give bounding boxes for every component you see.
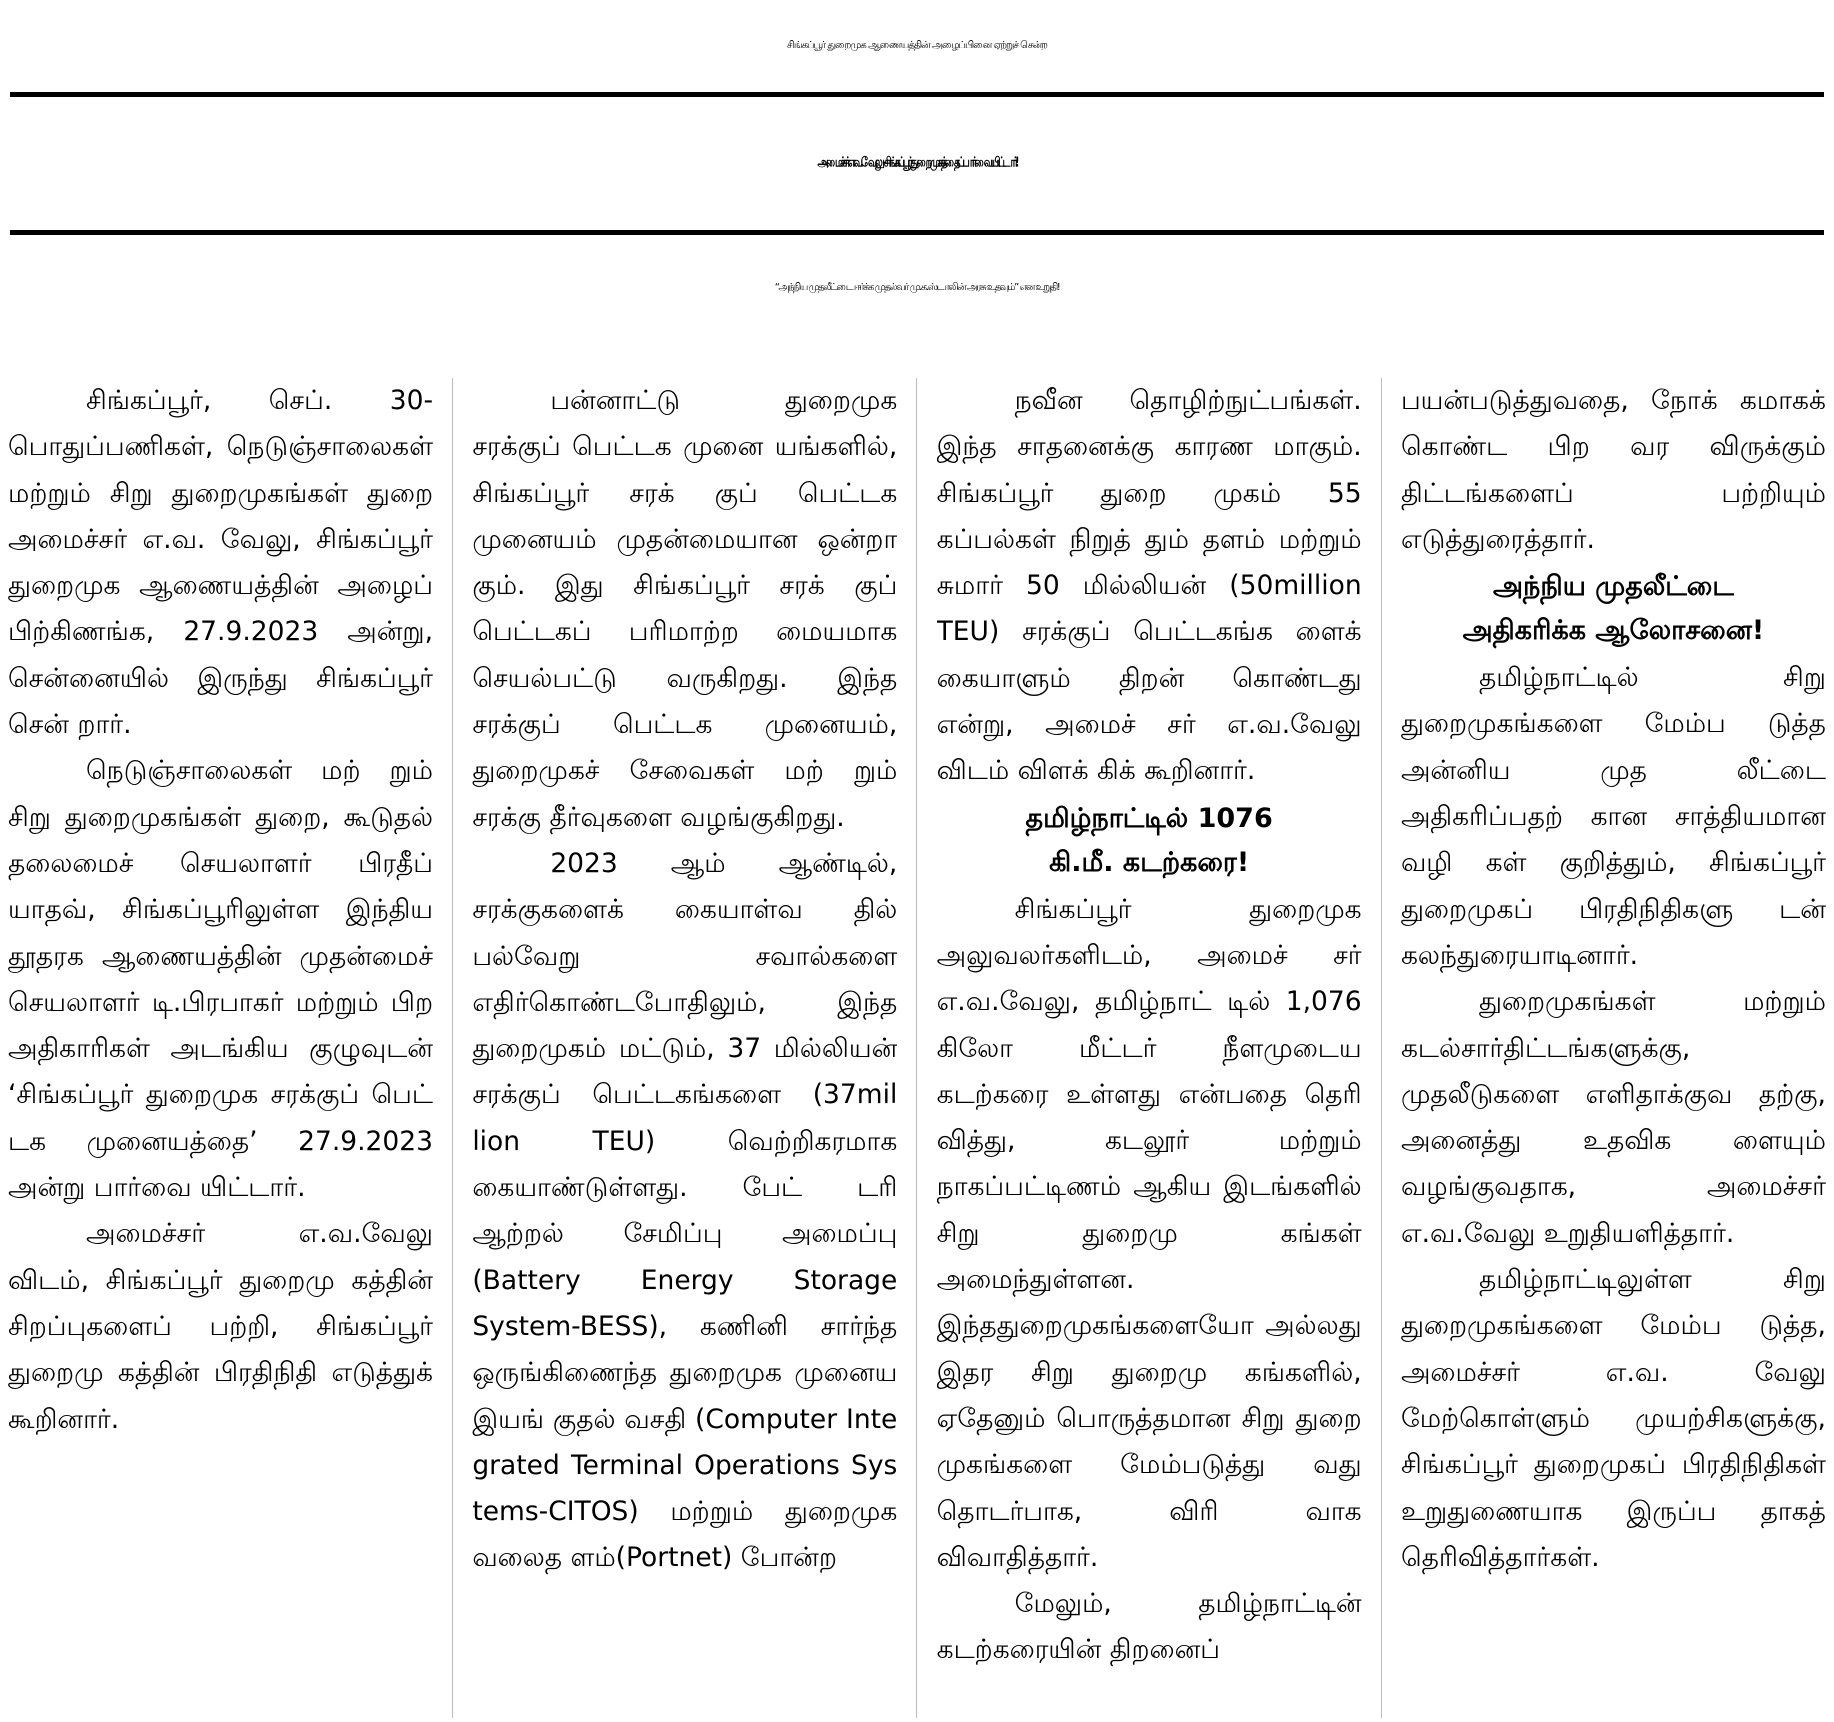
column-1 [8,378,433,1718]
paragraph: நவீன தொழிற்நுட்பங்கள். இந்த சாதனைக்கு காரண மாகும். சிங்கப்பூர் துறை முகம் 55 கப்பல்கள் நிறுத் தும் தளம் மற்றும் சுமார் 50 மில்லியன் (50million TEU) சரக்குப் பெட்டகங்க ளைக் கையாளும் திறன் கொண்டது என்று, அமைச் சர் எ.வ.வேலு விடம் விளக் கிக் கூறினார். [936,385,1362,787]
subtitle-line: கி.மீ. கடற்கரை! [1049,846,1250,878]
paragraph: நெடுஞ்சாலைகள் மற் றும் சிறு துறைமுகங்கள் துறை, கூடுதல் தலைமைச் செயலாளர் பிரதீப் யாதவ், சிங்கப்பூரிலுள்ள இந்திய தூதரக ஆணையத்தின் முதன்மைச் செயலாளர் டி.பிரபாகர் மற்றும் பிற அதிகாரிகள் அடங்கிய குழுவுடன் ‘சிங்கப்பூர் துறைமுக சரக்குப் பெட் டக முனையத்தை’ 27.9.2023 அன்று பார்வை யிட்டார். [8,755,433,1204]
subtitle-line: தமிழ்நாட்டில் 1076 [1025,802,1273,834]
subheadline: “அந்நிய முதலீட்டை ஈர்க்க முதல்வர் மு.க.ஸ்டாலின் அரசு உதவும்” என உறுதி! [774,282,1060,293]
column-divider [916,378,917,1718]
column-3 [937,378,1362,1718]
paragraph: அமைச்சர் எ.வ.வேலு விடம், சிங்கப்பூர் துறைமு கத்தின் சிறப்புகளைப் பற்றி, சிங்கப்பூர் துறைமு கத்தின் பிரதிநிதி எடுத்துக் கூறினார். [8,1218,433,1435]
paragraph: பயன்படுத்துவதை, நோக் கமாகக் கொண்ட பிற வர விருக்கும் திட்டங்களைப் பற்றியும் எடுத்துரைத்தார். [1400,385,1826,555]
paragraph: மேலும், தமிழ்நாட்டின் கடற்கரையின் திறனைப் [936,1588,1362,1666]
headline-rule [10,230,1824,235]
section-subtitle [937,797,1362,885]
paragraph: துறைமுகங்கள் மற்றும் கடல்சார்திட்டங்களுக்கு, முதலீடுகளை எளிதாக்குவ தற்கு, அனைத்து உதவிக ளையும் வழங்குவதாக, அமைச்சர் எ.வ.வேலு உறுதியளித்தார். [1400,986,1826,1249]
section-subtitle [1401,565,1826,653]
paragraph: பன்னாட்டு துறைமுக சரக்குப் பெட்டக முனை யங்களில், சிங்கப்பூர் சரக் குப் பெட்டக முனையம் முதன்மையான ஒன்றா கும். இது சிங்கப்பூர் சரக் குப் பெட்டகப் பரிமாற்ற மையமாக செயல்பட்டு வருகிறது. இந்த சரக்குப் பெட்டக முனையம், துறைமுகச் சேவைகள் மற் றும் சரக்கு தீர்வுகளை வழங்குகிறது. [472,385,898,833]
subtitle-line: அதிகரிக்க ஆலோசனை! [1462,615,1765,647]
subtitle-line: அந்நிய முதலீட்டை [1493,571,1734,603]
paragraph: தமிழ்நாட்டிலுள்ள சிறு துறைமுகங்களை மேம்ப டுத்த, அமைச்சர் எ.வ. வேலு மேற்கொள்ளும் முயற்சிகளுக்கு, சிங்கப்பூர் துறைமுகப் பிரதிநிதிகள் உறுதுணையாக இருப்ப தாகத் தெரிவித்தார்கள். [1400,1264,1826,1573]
column-divider [452,378,453,1718]
paragraph: சிங்கப்பூர் துறைமுக அலுவலர்களிடம், அமைச் சர் எ.வ.வேலு, தமிழ்நாட் டில் 1,076 கிலோ மீட்டர் நீளமுடைய கடற்கரை உள்ளது என்பதை தெரி வித்து, கடலூர் மற்றும் நாகப்பட்டிணம் ஆகிய இடங்களில் சிறு துறைமு கங்கள் அமைந்துள்ளன. இந்ததுறைமுகங்களையோ அல்லது இதர சிறு துறைமு கங்களில், ஏதேனும் பொருத்தமான சிறு துறை முகங்களை மேம்படுத்து வது தொடர்பாக, விரி வாக விவாதித்தார். [936,893,1362,1573]
paragraph: 2023 ஆம் ஆண்டில், சரக்குகளைக் கையாள்வ தில் பல்வேறு சவால்களை எதிர்கொண்டபோதிலும், இந்த துறைமுகம் மட்டும், 37 மில்லியன் சரக்குப் பெட்டகங்களை (37mil lion TEU) வெற்றிகரமாக கையாண்டுள்ளது. பேட் டரி ஆற்றல் சேமிப்பு அமைப்பு (Battery Energy Storage System-BESS), கணினி சார்ந்த ஒருங்கிணைந்த துறைமுக முனைய இயங் குதல் வசதி (Computer Inte grated Terminal Operations Sys tems-CITOS) மற்றும் துறைமுக வலைத ளம்(Portnet) போன்ற [472,847,898,1574]
kicker-line: சிங்கப்பூர் துறைமுக ஆணையத்தின் அழைப்பினை ஏற்றுச் சென்ற [787,40,1047,51]
headline: அமைச்சர் எ.வ.வேலு - சிங்கப்பூர் துறைமுகத்தைப் பார்வையிட்டார்! [817,155,1017,171]
paragraph: சிங்கப்பூர், செப். 30- பொதுப்பணிகள், நெடுஞ்சாலைகள் மற்றும் சிறு துறைமுகங்கள் துறை அமைச்சர் எ.வ. வேலு, சிங்கப்பூர் துறைமுக ஆணையத்தின் அழைப் பிற்கிணங்க, 27.9.2023 அன்று, சென்னையில் இருந்து சிங்கப்பூர் சென் றார். [8,385,433,741]
article-columns [8,378,1826,1718]
column-2 [472,378,897,1718]
paragraph: தமிழ்நாட்டில் சிறு துறைமுகங்களை மேம்ப டுத்த அன்னிய முத லீட்டை அதிகரிப்பதற் கான சாத்தியமான வழி கள் குறித்தும், சிங்கப்பூர் துறைமுகப் பிரதிநிதிகளு டன் கலந்துரையாடினார். [1400,662,1826,971]
column-4 [1401,378,1826,1718]
column-divider [1381,378,1382,1718]
